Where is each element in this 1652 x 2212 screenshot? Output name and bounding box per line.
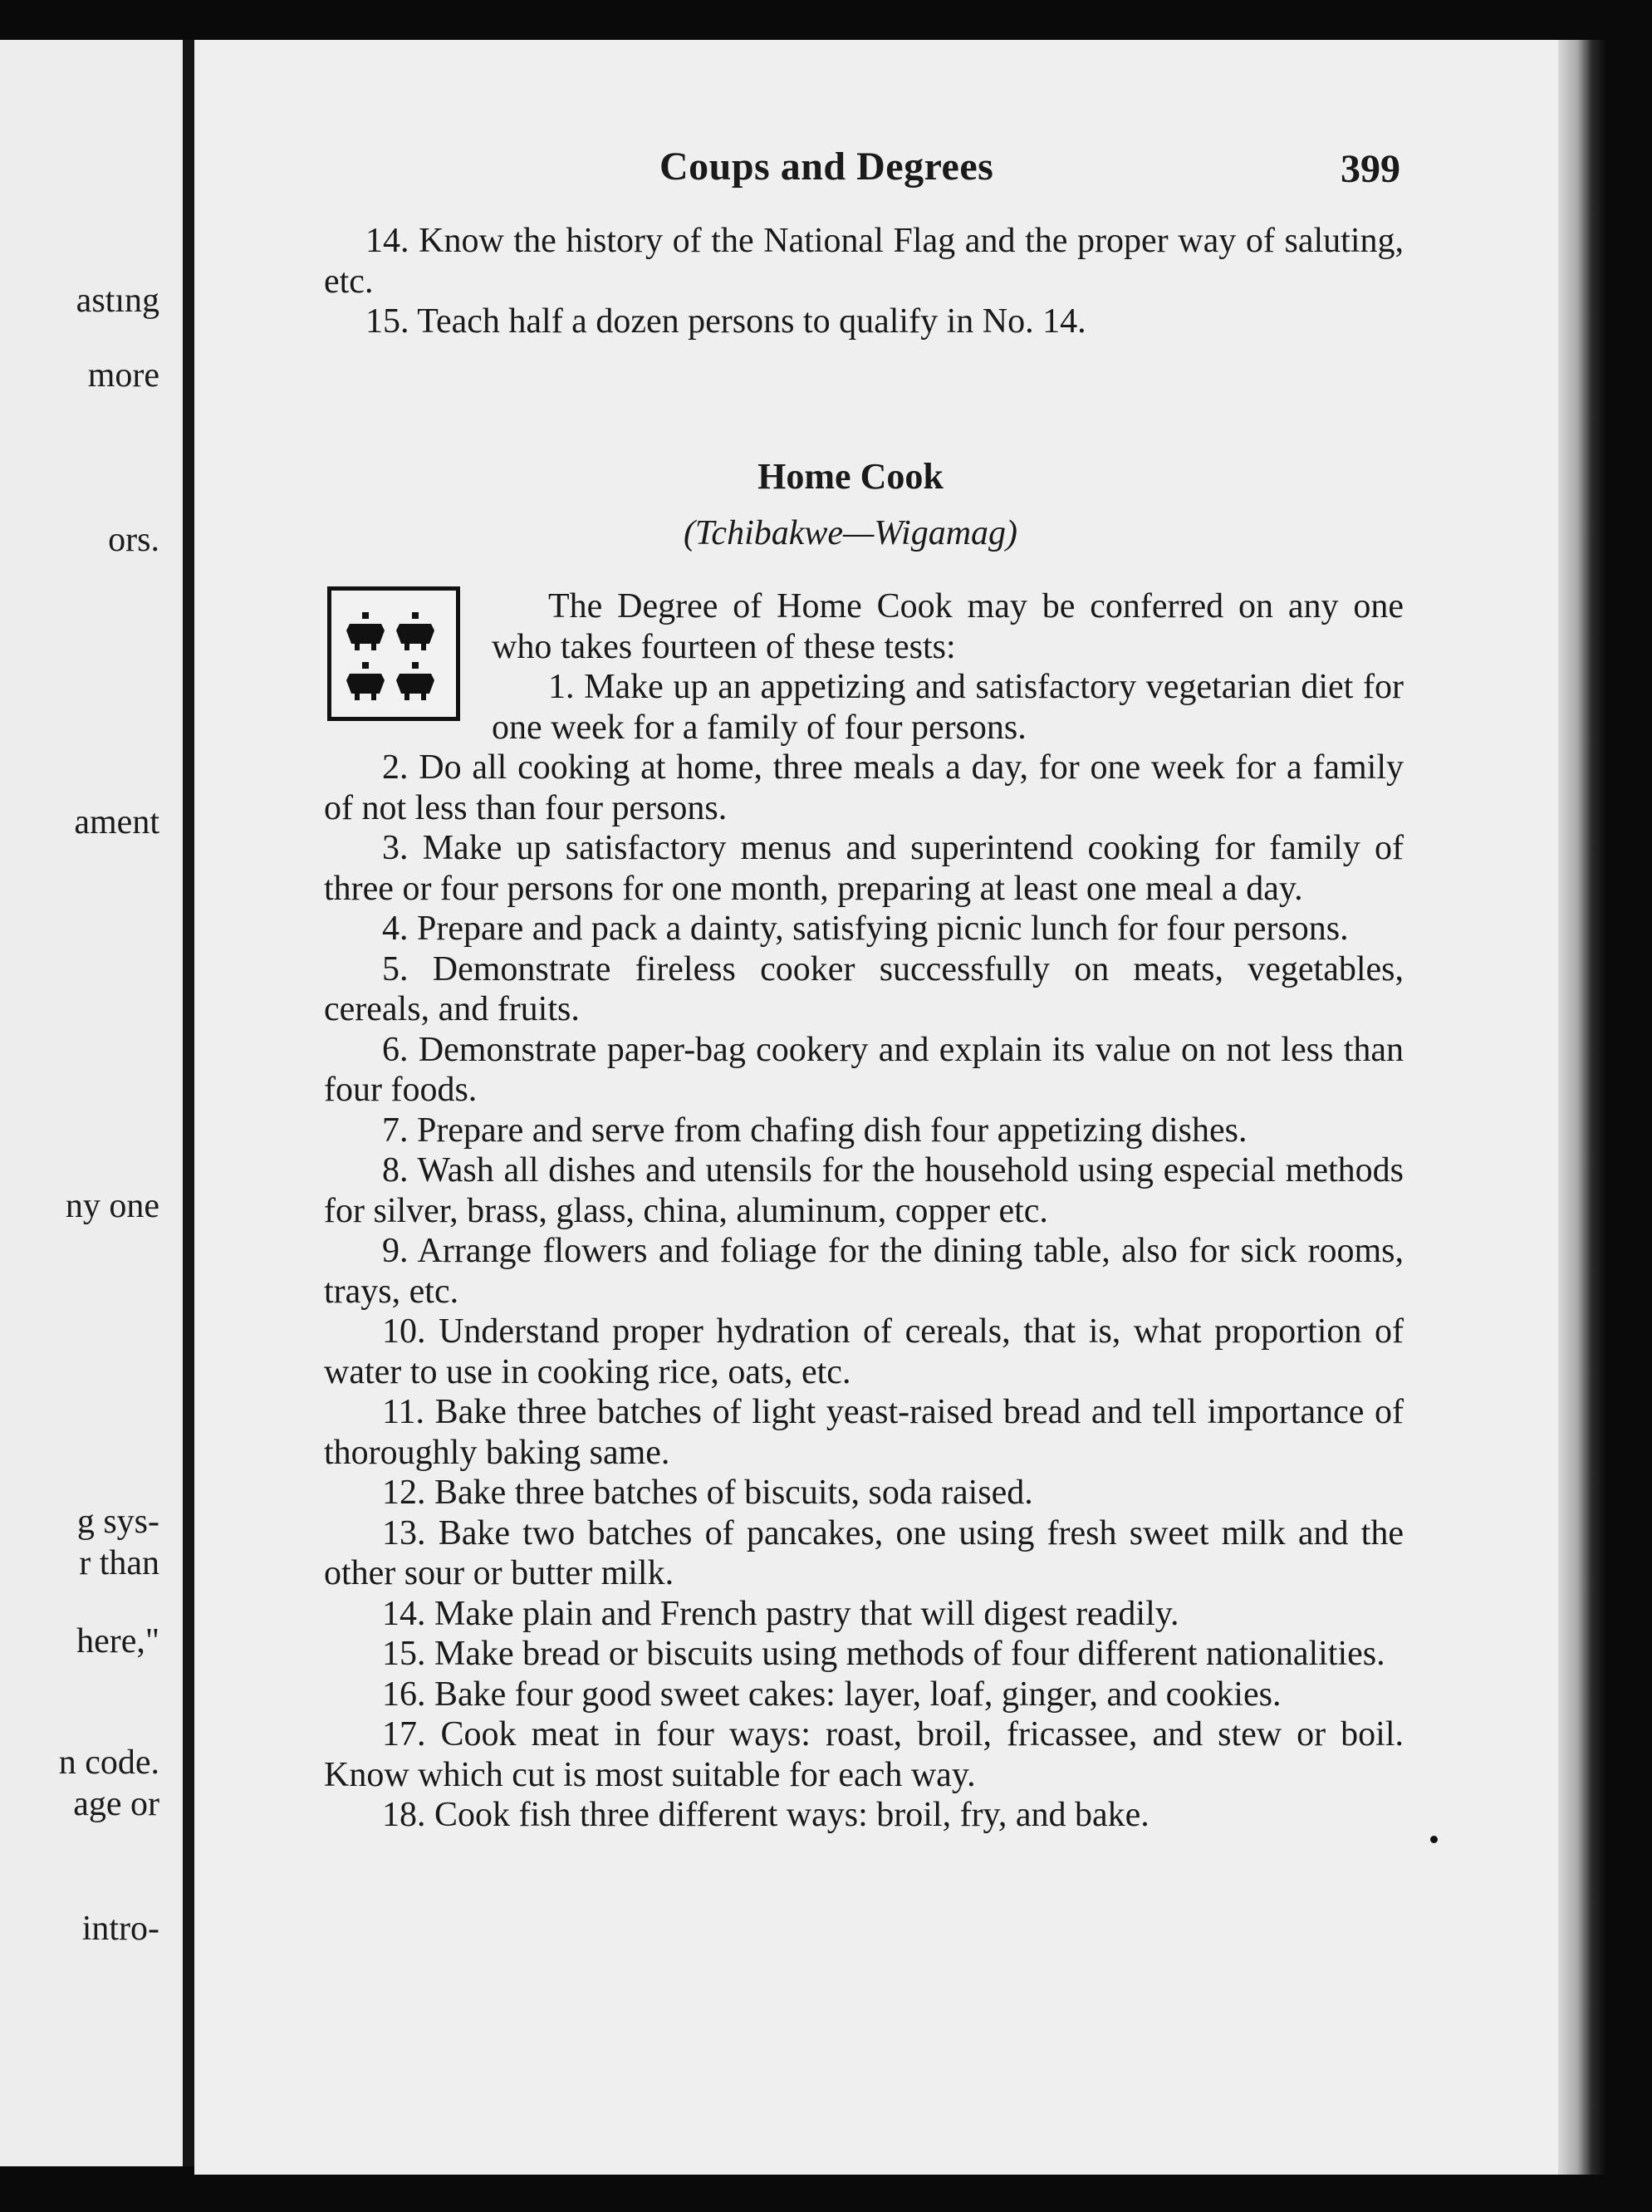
ink-speck [1430, 1836, 1438, 1843]
facing-page-fragment: r than [79, 1544, 159, 1582]
list-item: 12. Bake three batches of biscuits, soda raised. [382, 1474, 1033, 1512]
book-gutter [183, 40, 194, 2166]
list-item: 2. Do all cooking at home, three meals a day, for one week for a family of not less than four persons. [324, 748, 1404, 827]
list-item: 6. Demonstrate paper-bag cookery and explain its value on not less than four foods. [324, 1030, 1404, 1109]
facing-page-fragment: intro- [81, 1910, 159, 1948]
page-edge [1558, 40, 1606, 2175]
list-item: 14. Know the history of the National Flag and the proper way of saluting, etc. [324, 222, 1404, 301]
facing-page [0, 40, 183, 2166]
list-item: 4. Prepare and pack a dainty, satisfying picnic lunch for four persons. [382, 910, 1349, 948]
facing-page-fragment: g sys- [76, 1503, 159, 1541]
section-intro [492, 586, 1404, 748]
facing-page-fragment: n code. [58, 1744, 159, 1782]
facing-page-fragment: here," [76, 1622, 159, 1660]
book-page [194, 40, 1606, 2175]
list-item: 8. Wash all dishes and utensils for the household using especial methods for silver, brass, glass, china, aluminum, copper etc. [324, 1151, 1404, 1230]
facing-page-fragment: more [87, 356, 159, 395]
continued-list [324, 221, 1404, 342]
list-item: 15. Make bread or biscuits using methods of four different nationalities. [382, 1635, 1385, 1673]
list-item: 11. Bake three batches of light yeast-raised bread and tell importance of thoroughly baking same. [324, 1393, 1404, 1472]
facing-page-fragment: ament [74, 803, 159, 841]
intro-paragraph: The Degree of Home Cook may be conferred on any one who takes fourteen of these tests: [492, 587, 1404, 666]
facing-page-fragment: age or [73, 1785, 159, 1823]
list-item: 18. Cook fish three different ways: broil, fry, and bake. [382, 1796, 1150, 1834]
list-item: 3. Make up satisfactory menus and superintend cooking for family of three or four persons for one month, preparing at least one meal a day. [324, 829, 1404, 908]
requirements-list [324, 748, 1404, 1836]
facing-page-fragment: ny one [65, 1187, 159, 1225]
list-item: 15. Teach half a dozen persons to qualify in No. 14. [365, 302, 1086, 341]
list-item: 17. Cook meat in four ways: roast, broil, fricassee, and stew or boil. Know which cut is most suitable for each way. [324, 1715, 1404, 1794]
facing-page-fragment: ors. [108, 521, 159, 559]
home-cook-emblem [327, 586, 460, 721]
pot-emblem-icon [340, 599, 448, 709]
list-item: 14. Make plain and French pastry that will digest readily. [382, 1594, 1179, 1633]
page-number: 399 [1341, 147, 1400, 191]
list-item: 13. Bake two batches of pancakes, one using fresh sweet milk and the other sour or butter milk. [324, 1513, 1404, 1592]
section-title: Home Cook [757, 456, 944, 497]
facing-page-fragment: astıng [76, 282, 159, 320]
list-item: 9. Arrange flowers and foliage for the dining table, also for sick rooms, trays, etc. [324, 1232, 1404, 1311]
list-item: 5. Demonstrate fireless cooker successfully on meats, vegetables, cereals, and fruits. [324, 949, 1404, 1028]
list-item: 16. Bake four good sweet cakes: layer, loaf, ginger, and cookies. [382, 1675, 1282, 1714]
list-item: 10. Understand proper hydration of cereals, that is, what proportion of water to use in cooking rice, oats, etc. [324, 1312, 1404, 1391]
list-item: 7. Prepare and serve from chafing dish four appetizing dishes. [382, 1111, 1248, 1150]
section-subtitle: (Tchibakwe—Wigamag) [683, 514, 1018, 552]
running-head: Coups and Degrees [659, 145, 994, 189]
list-item: 1. Make up an appetizing and satisfactory vegetarian diet for one week for a family of four persons. [492, 668, 1404, 747]
